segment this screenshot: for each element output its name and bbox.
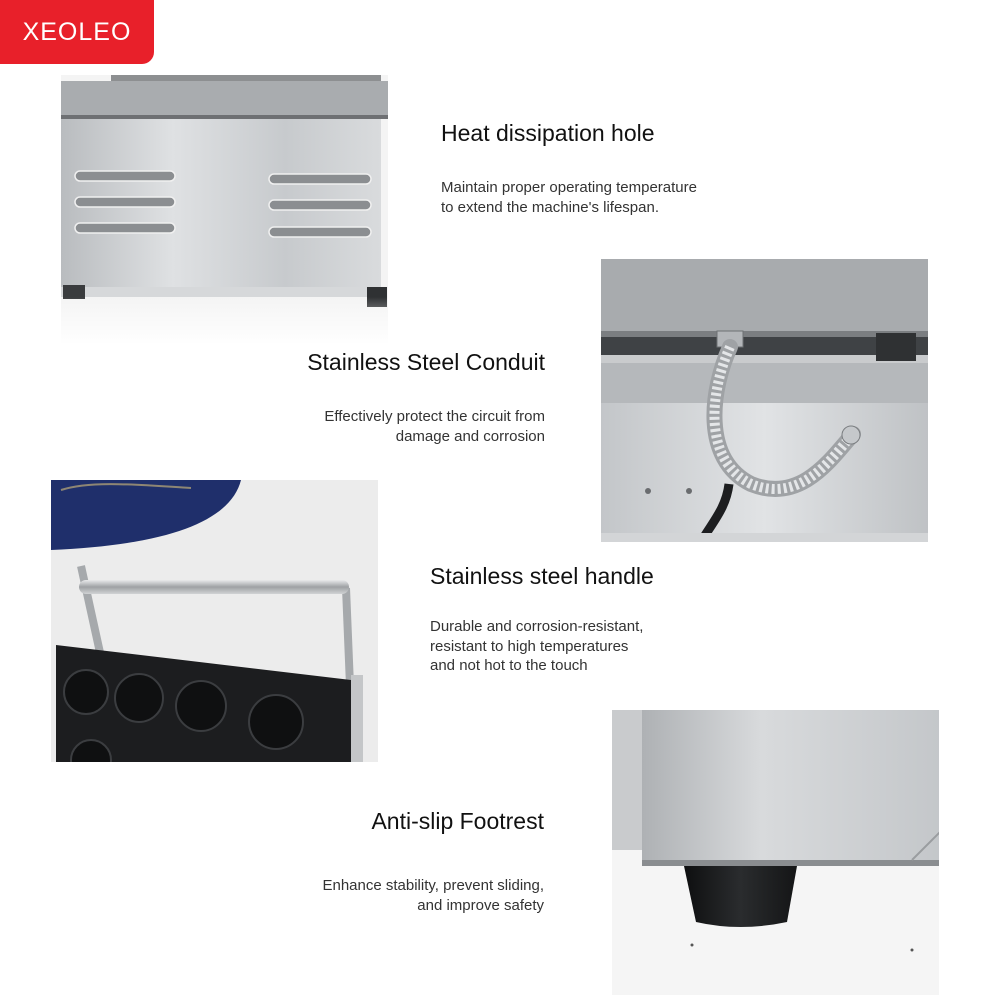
feature-description-steel-handle (430, 617, 643, 676)
description-line: and improve safety (417, 896, 544, 914)
description-line: damage and corrosion (395, 427, 545, 445)
feature-heading-heat-dissipation: Heat dissipation hole (441, 120, 655, 146)
description-line: to extend the machine's lifespan. (441, 198, 659, 216)
brand-logo-text: XEOLEO (22, 17, 132, 46)
steel-conduit-photo (601, 259, 928, 542)
steel-handle-photo (51, 480, 378, 762)
description-line: Maintain proper operating temperature (441, 179, 697, 196)
feature-heading-anti-slip-footrest: Anti-slip Footrest (371, 808, 544, 834)
feature-heading-steel-conduit: Stainless Steel Conduit (307, 349, 545, 375)
description-line: Enhance stability, prevent sliding, (322, 877, 544, 894)
vent-holes-photo (61, 75, 388, 345)
brand-logo (0, 0, 154, 64)
feature-description-anti-slip-footrest (322, 876, 544, 915)
rubber-foot-photo (612, 710, 939, 995)
description-line: resistant to high temperatures (430, 637, 629, 655)
feature-description-steel-conduit (324, 407, 545, 446)
description-line: Effectively protect the circuit from (324, 408, 545, 425)
feature-description-heat-dissipation (441, 178, 697, 217)
description-line: Durable and corrosion-resistant, (430, 618, 644, 635)
description-line: and not hot to the touch (430, 657, 588, 674)
feature-heading-steel-handle: Stainless steel handle (430, 563, 654, 589)
